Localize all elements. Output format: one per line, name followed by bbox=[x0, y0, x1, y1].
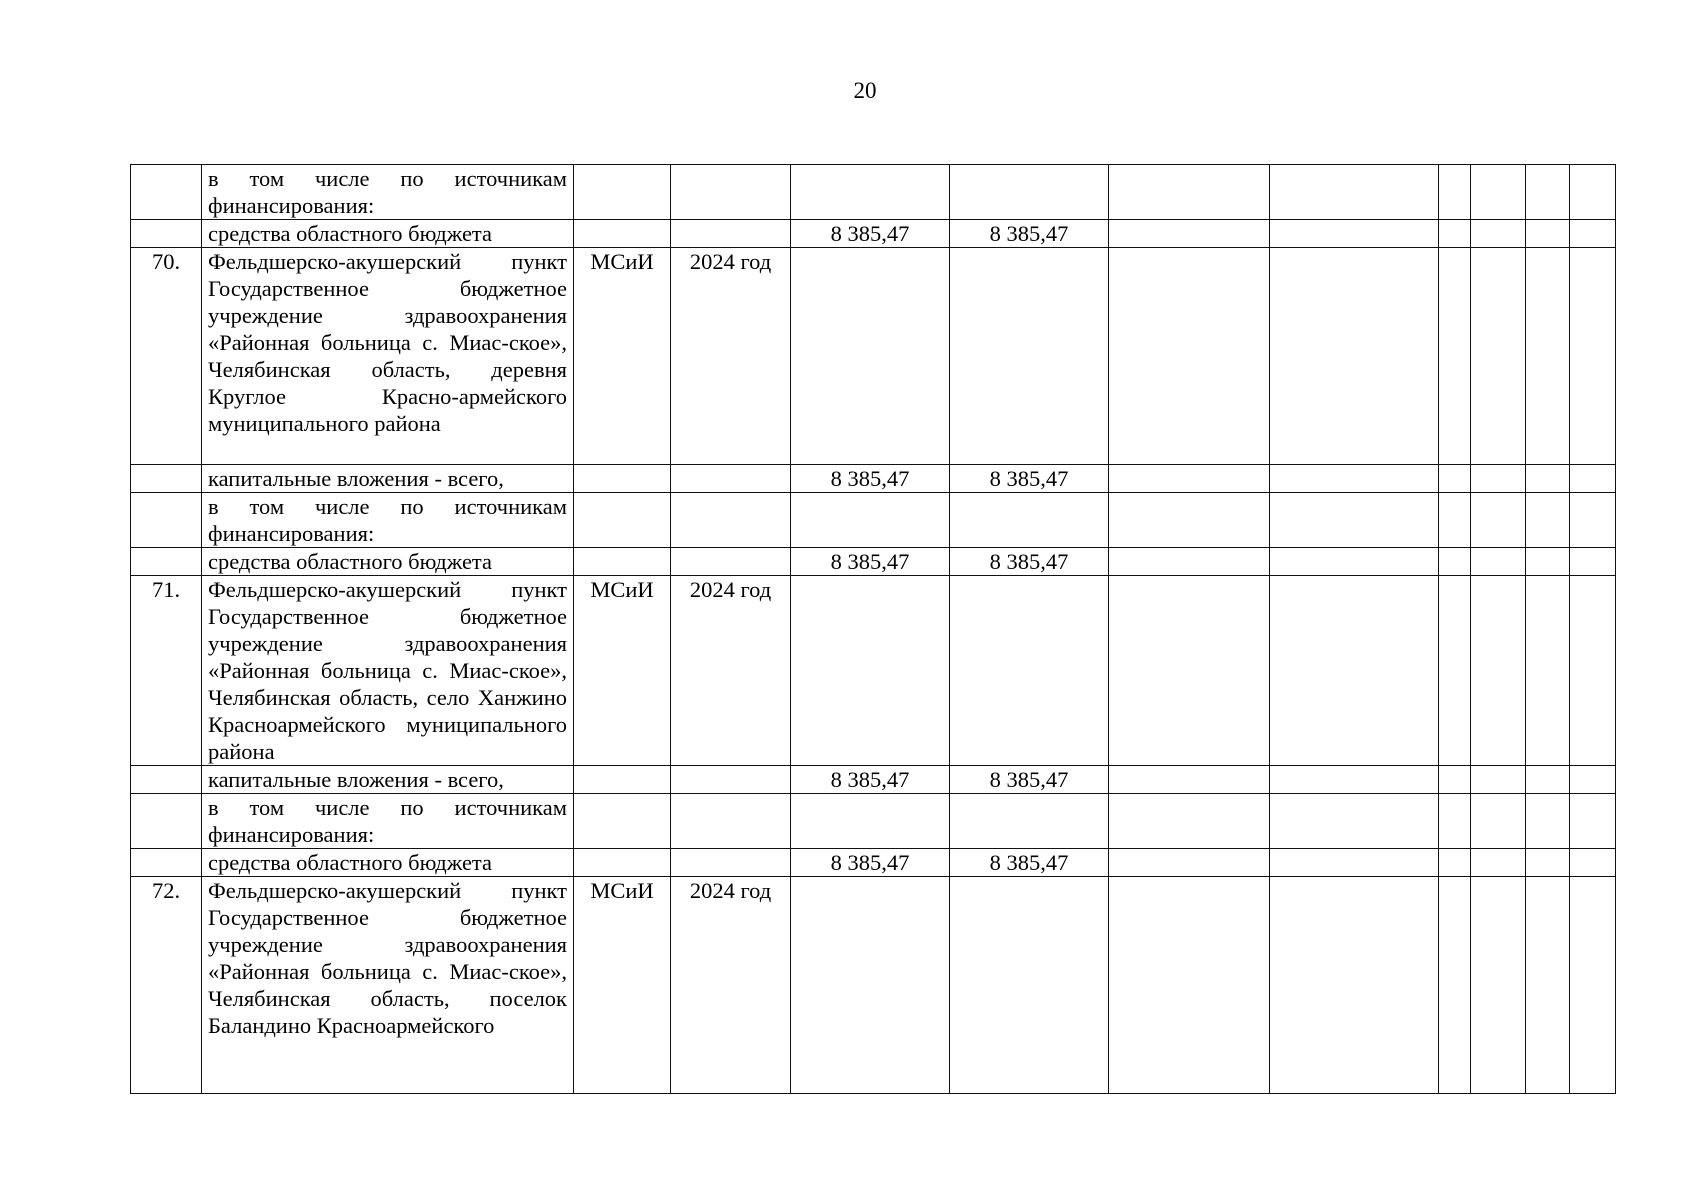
empty-cell bbox=[1570, 493, 1616, 548]
amount-total: 8 385,47 bbox=[791, 849, 950, 877]
empty-cell bbox=[1109, 794, 1270, 849]
empty-cell bbox=[1439, 766, 1471, 794]
empty-cell bbox=[1109, 465, 1270, 493]
empty-cell bbox=[1439, 849, 1471, 877]
empty-cell bbox=[1526, 877, 1570, 1094]
amount-total bbox=[791, 248, 950, 465]
responsible-org bbox=[574, 465, 671, 493]
empty-cell bbox=[1526, 493, 1570, 548]
table-row bbox=[131, 493, 1616, 548]
row-number bbox=[131, 465, 202, 493]
object-name: в том числе по источникам финансирования: bbox=[202, 493, 574, 548]
object-name: средства областного бюджета bbox=[202, 548, 574, 576]
responsible-org: МСиИ bbox=[574, 877, 671, 1094]
implementation-year bbox=[671, 766, 791, 794]
table-row bbox=[131, 220, 1616, 248]
empty-cell bbox=[1270, 220, 1439, 248]
empty-cell bbox=[1270, 877, 1439, 1094]
empty-cell bbox=[1109, 576, 1270, 766]
amount-total bbox=[791, 165, 950, 220]
implementation-year bbox=[671, 220, 791, 248]
empty-cell bbox=[1109, 766, 1270, 794]
empty-cell bbox=[1109, 493, 1270, 548]
table-row bbox=[131, 877, 1616, 1094]
empty-cell bbox=[1526, 766, 1570, 794]
amount-year bbox=[950, 493, 1109, 548]
implementation-year: 2024 год bbox=[671, 576, 791, 766]
empty-cell bbox=[1109, 248, 1270, 465]
implementation-year: 2024 год bbox=[671, 877, 791, 1094]
row-number bbox=[131, 220, 202, 248]
empty-cell bbox=[1471, 877, 1526, 1094]
empty-cell bbox=[1471, 220, 1526, 248]
empty-cell bbox=[1109, 165, 1270, 220]
amount-year: 8 385,47 bbox=[950, 849, 1109, 877]
empty-cell bbox=[1270, 766, 1439, 794]
responsible-org bbox=[574, 165, 671, 220]
empty-cell bbox=[1270, 493, 1439, 548]
amount-year bbox=[950, 165, 1109, 220]
table-row bbox=[131, 165, 1616, 220]
row-number bbox=[131, 165, 202, 220]
implementation-year: 2024 год bbox=[671, 248, 791, 465]
page-number: 20 bbox=[853, 78, 877, 103]
empty-cell bbox=[1270, 849, 1439, 877]
amount-year: 8 385,47 bbox=[950, 220, 1109, 248]
object-name: капитальные вложения - всего, bbox=[202, 465, 574, 493]
empty-cell bbox=[1471, 576, 1526, 766]
responsible-org bbox=[574, 220, 671, 248]
empty-cell bbox=[1439, 248, 1471, 465]
amount-total: 8 385,47 bbox=[791, 220, 950, 248]
amount-year bbox=[950, 576, 1109, 766]
table-row bbox=[131, 849, 1616, 877]
empty-cell bbox=[1439, 465, 1471, 493]
amount-year: 8 385,47 bbox=[950, 548, 1109, 576]
row-number bbox=[131, 493, 202, 548]
responsible-org bbox=[574, 548, 671, 576]
table-row bbox=[131, 248, 1616, 465]
amount-year: 8 385,47 bbox=[950, 465, 1109, 493]
responsible-org bbox=[574, 794, 671, 849]
object-name: Фельдшерско-акушерский пункт Государственное бюджетное учреждение здравоохранения «Районная больница с. Миас-ское», Челябинская область, село Ханжино Красноармейского муниципального района bbox=[202, 576, 574, 766]
responsible-org: МСиИ bbox=[574, 576, 671, 766]
amount-total: 8 385,47 bbox=[791, 548, 950, 576]
table-row bbox=[131, 465, 1616, 493]
empty-cell bbox=[1439, 877, 1471, 1094]
table-row bbox=[131, 548, 1616, 576]
amount-total bbox=[791, 493, 950, 548]
amount-year bbox=[950, 248, 1109, 465]
empty-cell bbox=[1526, 849, 1570, 877]
object-name: в том числе по источникам финансирования: bbox=[202, 794, 574, 849]
empty-cell bbox=[1109, 548, 1270, 576]
empty-cell bbox=[1439, 548, 1471, 576]
empty-cell bbox=[1109, 877, 1270, 1094]
object-name: средства областного бюджета bbox=[202, 849, 574, 877]
empty-cell bbox=[1570, 548, 1616, 576]
empty-cell bbox=[1471, 849, 1526, 877]
empty-cell bbox=[1471, 493, 1526, 548]
empty-cell bbox=[1270, 465, 1439, 493]
empty-cell bbox=[1526, 248, 1570, 465]
empty-cell bbox=[1570, 465, 1616, 493]
empty-cell bbox=[1471, 766, 1526, 794]
empty-cell bbox=[1109, 220, 1270, 248]
table-row bbox=[131, 794, 1616, 849]
amount-total bbox=[791, 794, 950, 849]
empty-cell bbox=[1471, 548, 1526, 576]
amount-total bbox=[791, 576, 950, 766]
row-number: 70. bbox=[131, 248, 202, 465]
row-number: 71. bbox=[131, 576, 202, 766]
empty-cell bbox=[1570, 794, 1616, 849]
implementation-year bbox=[671, 493, 791, 548]
amount-total: 8 385,47 bbox=[791, 766, 950, 794]
empty-cell bbox=[1526, 465, 1570, 493]
empty-cell bbox=[1270, 576, 1439, 766]
responsible-org bbox=[574, 493, 671, 548]
empty-cell bbox=[1526, 548, 1570, 576]
empty-cell bbox=[1471, 465, 1526, 493]
object-name: в том числе по источникам финансирования: bbox=[202, 165, 574, 220]
empty-cell bbox=[1570, 576, 1616, 766]
empty-cell bbox=[1439, 165, 1471, 220]
empty-cell bbox=[1570, 877, 1616, 1094]
implementation-year bbox=[671, 465, 791, 493]
empty-cell bbox=[1471, 165, 1526, 220]
object-name: капитальные вложения - всего, bbox=[202, 766, 574, 794]
empty-cell bbox=[1570, 220, 1616, 248]
empty-cell bbox=[1109, 849, 1270, 877]
implementation-year bbox=[671, 548, 791, 576]
implementation-year bbox=[671, 849, 791, 877]
empty-cell bbox=[1471, 248, 1526, 465]
table-row bbox=[131, 766, 1616, 794]
empty-cell bbox=[1570, 248, 1616, 465]
empty-cell bbox=[1526, 794, 1570, 849]
object-name: Фельдшерско-акушерский пункт Государственное бюджетное учреждение здравоохранения «Районная больница с. Миас-ское», Челябинская область, поселок Баландино Красноармейского bbox=[202, 877, 574, 1094]
object-name: Фельдшерско-акушерский пункт Государственное бюджетное учреждение здравоохранения «Районная больница с. Миас-ское», Челябинская область, деревня Круглое Красно-армейского муниципального района bbox=[202, 248, 574, 465]
empty-cell bbox=[1270, 248, 1439, 465]
empty-cell bbox=[1570, 849, 1616, 877]
responsible-org: МСиИ bbox=[574, 248, 671, 465]
responsible-org bbox=[574, 849, 671, 877]
amount-year: 8 385,47 bbox=[950, 766, 1109, 794]
empty-cell bbox=[1526, 576, 1570, 766]
empty-cell bbox=[1270, 794, 1439, 849]
amount-total bbox=[791, 877, 950, 1094]
empty-cell bbox=[1526, 220, 1570, 248]
empty-cell bbox=[1270, 548, 1439, 576]
table-row bbox=[131, 576, 1616, 766]
amount-year bbox=[950, 877, 1109, 1094]
implementation-year bbox=[671, 165, 791, 220]
empty-cell bbox=[1471, 794, 1526, 849]
amount-total: 8 385,47 bbox=[791, 465, 950, 493]
empty-cell bbox=[1270, 165, 1439, 220]
empty-cell bbox=[1439, 576, 1471, 766]
empty-cell bbox=[1439, 794, 1471, 849]
empty-cell bbox=[1570, 766, 1616, 794]
empty-cell bbox=[1526, 165, 1570, 220]
row-number bbox=[131, 794, 202, 849]
responsible-org bbox=[574, 766, 671, 794]
empty-cell bbox=[1439, 220, 1471, 248]
row-number bbox=[131, 548, 202, 576]
empty-cell bbox=[1439, 493, 1471, 548]
object-name: средства областного бюджета bbox=[202, 220, 574, 248]
empty-cell bbox=[1570, 165, 1616, 220]
table-body bbox=[131, 165, 1616, 1094]
amount-year bbox=[950, 794, 1109, 849]
row-number: 72. bbox=[131, 877, 202, 1094]
row-number bbox=[131, 766, 202, 794]
row-number bbox=[131, 849, 202, 877]
budget-table bbox=[130, 164, 1616, 1094]
implementation-year bbox=[671, 794, 791, 849]
